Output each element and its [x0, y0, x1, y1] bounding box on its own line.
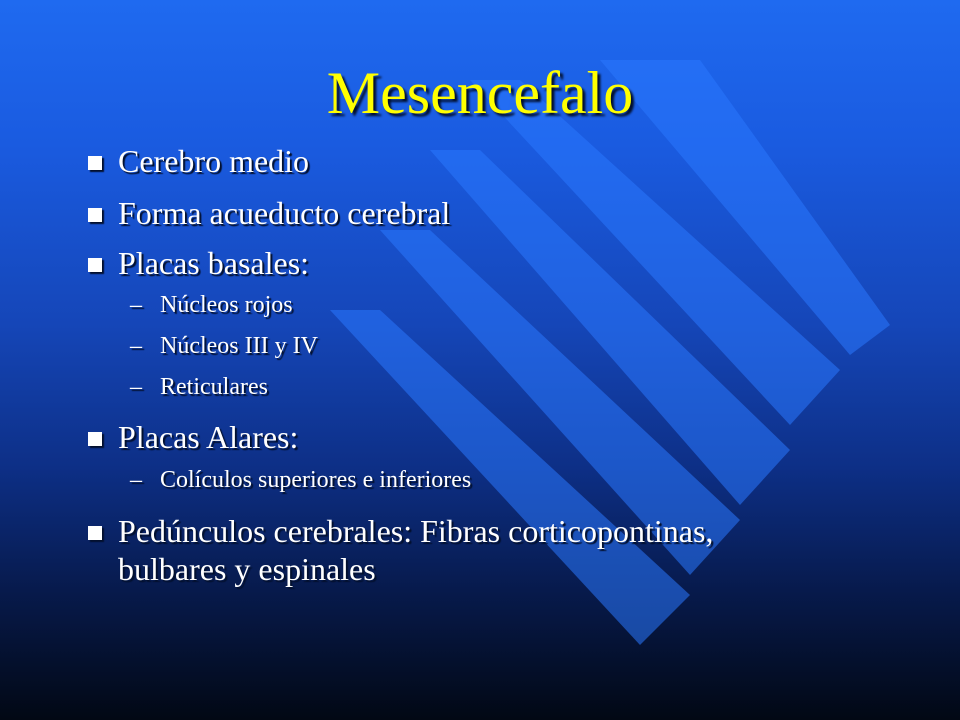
dash-bullet-icon: – [130, 292, 142, 318]
slide-title: Mesencefalo [326, 60, 634, 126]
dash-bullet-icon: – [130, 333, 142, 359]
bullet-item-text: Placas Alares: [118, 419, 299, 455]
square-bullet-icon [88, 258, 102, 272]
bullet-item-text: Cerebro medio [118, 143, 310, 179]
square-bullet-icon [88, 156, 102, 170]
square-bullet-icon [88, 526, 102, 540]
dash-bullet-icon: – [130, 374, 142, 400]
sub-item-text: Núcleos rojos [160, 292, 293, 318]
dash-bullet-icon: – [130, 467, 142, 493]
sub-item-text: Núcleos III y IV [160, 333, 318, 359]
bullet-item-text: Forma acueducto cerebral [118, 195, 451, 231]
sub-item-text: Reticulares [160, 374, 268, 400]
bullet-item-text: Pedúnculos cerebrales: Fibras corticopontinas, [118, 513, 714, 549]
bullet-item-text: Placas basales: [118, 245, 310, 281]
sub-item-text: Colículos superiores e inferiores [160, 467, 472, 493]
square-bullet-icon [88, 208, 102, 222]
square-bullet-icon [88, 432, 102, 446]
bullet-item-continuation-text: bulbares y espinales [118, 551, 376, 587]
